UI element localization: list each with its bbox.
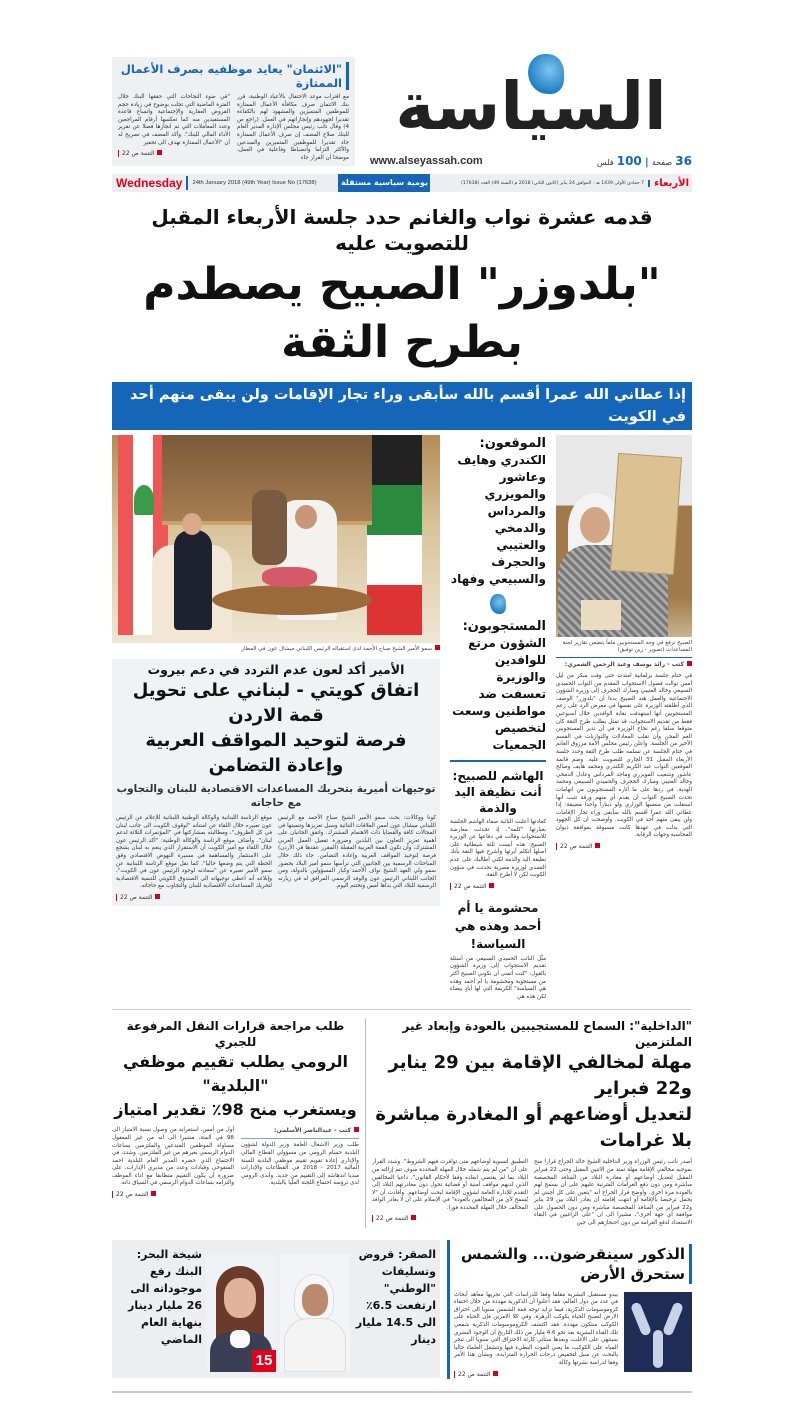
sabah-article-headline: محشومة يا أم أحمد وهذه هي السياسة!	[454, 900, 542, 951]
second-row	[112, 1018, 692, 1227]
promo-title: "الائتمان" يعايد موظفيه بصرف الأعمال الممتازة	[118, 62, 349, 90]
municipality-article	[112, 1018, 359, 1199]
science-article	[447, 1240, 692, 1379]
municipality-body-left: أول من أمس، استغرابه من وصول نسبة الامتياز الى 98 في المئة، مشيرا الى انه من غير المعقول مساواة الموظفين المبدعين والملتزمين بساعات الدوام الرسمي بغيرهم من غير الملتزمين. وشدد، في الاجتماع الذي حضره المدير العام للبلدية احمد المنفوحي وقيادات وعدد من مديري الإدارات، على ضرورة أن يكون التقييم متطابقا مع اداء الموظف والتزامه بساعات الدوام الرسمي في السياق ذاته.	[112, 1127, 234, 1187]
front-page	[112, 0, 692, 1413]
kuwait-lebanon-headline-2: فرصة لتوحيد المواقف العربية وإعادة التضامن	[145, 730, 407, 776]
page-ref-badge[interactable]: 15	[252, 1350, 276, 1372]
kuwait-lebanon-panel	[112, 659, 440, 906]
municipality-byline: كتب - عبدالناصر الأسلمي:	[241, 1127, 359, 1135]
kuwait-lebanon-headline-1: اتفاق كويتي - لبناني على تحويل قمة الاردن	[132, 680, 420, 726]
date-bar	[112, 174, 692, 192]
kuwait-lebanon-subheadline: توجيهات أميرية بتحريك المساعدات الاقتصادية للبنان والتجاوب مع حاجاته	[116, 783, 436, 809]
day-ar: الأربعاء	[654, 177, 689, 189]
residency-continued: التتمة ص 22	[372, 1214, 528, 1223]
bottom-box	[112, 1240, 692, 1379]
chromosome-icon	[630, 1301, 652, 1336]
signers-label: الموقعون:	[479, 436, 546, 451]
logo-text: السياسة	[395, 68, 667, 145]
lead-kicker: قدمه عشرة نواب والغانم حدد جلسة الأربعاء المقبل للتصويت عليه	[151, 205, 653, 255]
logo-mark-icon	[490, 594, 506, 614]
date-ar: 7 جمادى الأولى 1439 هـ - الموافق 24 يناير (كانون الثاني) 2018 م (السنة 49) العدد (17638)	[430, 180, 650, 187]
masthead	[112, 52, 692, 168]
pages-price: 36 صفحة | 100 فلس	[596, 154, 692, 168]
kuwait-lebanon-body-right: كونا ووكالات: بحث سمو الأمير الشيخ صباح الأحمد مع الرئيس اللبناني ميشال عون أمس العلاقات الثنائية وسبل تعزيزها وتنميتها في المجالات كافة والقضايا ذات الاهتمام المشترك. واتفق الجانبان على أهمية تعزيز التعاون بين البلدين وضرورة تفعيل العمل العربي المشترك، وأن تكون القمة العربية المقبلة (المقرر عقدها في الأردن) فرصة لتوحيد المواقف العربية وإعادة التضامن. جاء ذلك خلال المباحثات الرسمية بين الجانبين التي ترأسها سمو أمير البلاد بحضور سمو ولي العهد الشيخ نواف الأحمد وكبار المسؤولين بالدولة، ومن الجانب اللبناني الرئيس عون والوفد الرسمي المرافق له في زيارته الرسمية للبلاد التي بدأها أمس وتختتم اليوم.	[278, 815, 436, 890]
saqr-teaser: الصقر: قروض وتسليفات "الوطني" ارتفعت 6.5٪ الى 14.5 مليار دينار	[355, 1247, 436, 1346]
promo-box	[112, 57, 355, 166]
promo-body-right: مع اقتراب موعد الاحتفال بالأعياد الوطنية، قرر بنك الائتمان صرف مكافأة الأعمال الممتازة للموظفين المتميزين والمشهود لهم بالكفاءة تقديرا لجهودهم وإنجازاتهم في العمل. (راجع ص 4) وقال نائب رئيس مجلس الإدارة المدير العام للبنك صلاح المضف إن صرف الأعمال الممتازة جاء تقديرا للموظفين المتميزين والمبدعين والأكثر التزاما وانضباطا وفاعلية في العمل، موضحا أن القرار جاء	[237, 94, 349, 161]
lead-continued: التتمة ص 22	[556, 842, 692, 851]
sabah-article-body: مثّل النائب الحميدي السبيعي من أسئلة تقديم الاستجواب إلى وزيرة الشؤون بالقول: "كنت أتمنى أن تكوني الصبيح أكثر من مستجوبة ومحشومة يا أم أحمد وهذه هي السياسة" الكريمة التي لها أيادٍ بيضاء لكن هذه هي	[450, 955, 546, 1000]
sheikha-photo	[206, 1254, 276, 1372]
municipality-headline-1: الرومي يطلب تقييم موظفي "البلدية"	[122, 1052, 349, 1096]
kuwait-lebanon-body-left: موقع الرئاسة اللبنانية والوكالة الوطنية اللبنانية للإعلام عن الرئيس عون تعبيره خلال اللقاء عن امتنانه "لوقوف الكويت الى جانب لبنان في كل الظروف"، ومطالبته بمشاركتها في "المؤتمرات الثلاثة لدعم لبنان". وأضاف موقع الرئاسة والوكالة الوطنية: "أكد الرئيس عون خلال اللقاء مع أمير الكويت أن الاستقرار الذي ينعم به لبنان يشجع على الاستثمار والمساهمة في مسيرة النهوض الاقتصادي وفق الخطة التي يتم وضعها حاليا". كما نقل موقع الرئاسة اللبنانية عن سمو الأمير تعبيره عن "سعادته لوجود الرئيس عون في الكويت"، وإبلاغه أنه أعطى توجيهاته الى الصندوق الكويتي للتنمية الاقتصادية لتحريك المساعدات الاقتصادية للبنان والتجاوب مع حاجاته.	[116, 815, 272, 890]
residency-headline-1: مهلة لمخالفي الإقامة بين 29 يناير و22 فبراير	[388, 1052, 692, 1100]
website-url[interactable]: www.alseyassah.com	[370, 155, 483, 167]
kuwait-lebanon-kicker: الأمير أكد لعون عدم التردد في دعم بيروت	[147, 662, 405, 677]
amir-photo-caption: سمو الأمير الشيخ صباح الأحمد لدى استقباله الرئيس اللبناني ميشال عون في المطار	[112, 645, 440, 653]
tagline: يومية سياسية مستقلة	[338, 174, 430, 192]
lead-banner: إذا عطاني الله عمرا أقسم بالله سأبقى وراء تجار الإقامات ولن يبقى منهم أحد في الكويت	[112, 382, 692, 430]
kuwait-lebanon-continued: التتمة ص 22	[116, 893, 272, 902]
municipality-continued: التتمة ص 22	[112, 1190, 234, 1199]
science-body: يبدو مستقبل البشرية مقلقا وفقا للدراسات التي تجريها معاهد أبحاث في عدد من دول العالم، فقد اعلنوا أن الذكورية مهددة من خلال اختفاء كروموسومات الذكرية، فيما تزايد توجه قمة الشمس سنويا الى احتراق الارض لتصبح الحياة بكوكب الزهرة، وفي كلا الامرين فإن الحياة على الكوكب ستكون مهددة. فقد اكتشف الكروموسومات الذكرية شمعي تلك الفناء البشرية بعد نحو 4.6 مليار من ذلك التاريخ أن الوجود البشري سينتهي على الأغلب، وبعدها ستأتي كارثة الاحتراق التي سنويا الى تبخر المياه على الكوكب، ما يعني الموت البطيء فيها وتنشغل العلماء حاليا بالبحث عن سبل لتخفيض درجات الحرارة المتزايدة. وبشأن هذا الأمر وفقا لدراسة نشرتها وكالة	[454, 1291, 618, 1366]
saqr-photo	[280, 1254, 350, 1372]
logo	[370, 52, 692, 152]
bottom-teaser-panel	[112, 1240, 440, 1378]
date-en: 24th January 2018 (49th Year) Issue No (17638)	[192, 180, 317, 186]
lead-headline: "بلدوزر" الصبيح يصطدم بطرح الثقة	[143, 259, 661, 368]
municipality-headline-2: ويستغرب منح 98٪ تقدير امتياز	[114, 1100, 357, 1120]
signers-column	[450, 435, 546, 1001]
municipality-body-right: طلب وزير الاشغال العامة وزير الدولة لشؤون البلدية حسام الرومي من مسؤولي القطاع المالي والإداري إعادة تقويم تقييم موظفي البلدية للسنة المالية 2017 - 2018 في القطاعات والإدارات مبديا اندهاشه إلى التقييم من جديد. وأبدى الرومي لدى ترؤسه اجتماع اللجنة العليا بالبلدية.	[241, 1142, 360, 1187]
residency-headline-2: لتعديل أوضاعهم أو المغادرة مباشرة بلا غرامات	[375, 1104, 692, 1152]
lead-section	[112, 435, 692, 1001]
sabeeh-photo-caption: الصبيح ترفع في وجه المستجوبين ملفاً يتضمن تقارير لجنة المساعدات (تصوير - زين توفيق)	[562, 640, 692, 653]
residency-body-right: أصدر نائب رئيس الوزراء وزير الداخلية الشيخ خالد الجراح قرارا منح بموجبه مخالفي الإقامة مهلة تمتد من الاثنين المقبل وحتى 22 فبراير المقبل لتعديل أوضاعهم أو مغادرة البلاد من المنافذ المخصصة مباشرة ومن دون دفع الغرامات المترتبة عليهم على أن يسمح لهم بالعودة مرة أخرى. وأوضح قرار الجراح أنه "يتعين على كل أجنبي لم يحمل ترخيصا بالإقامة أو انتهت إقامته أن يغادر البلاد بين 29 يناير و22 فبراير من المنافذ المخصصة مباشرة ومن دون الحصول على موافقة أي جهة أخرى"، مشيرا الى ان "على الراغبين في البقاء الاستعداد لدفع الغرامة من دون احتجازهم الى حين	[534, 1159, 693, 1227]
sheikha-teaser: شيخة البحر: البنك رفع موجوداته الى 26 مليار دينار بنهاية العام الماضي	[128, 1247, 202, 1346]
residency-article	[372, 1018, 692, 1227]
chromosome-image	[624, 1292, 692, 1372]
amir-aoun-photo	[112, 435, 440, 643]
promo-body-left: "في ضوء النجاحات التي حققها البنك خلال الفترة الماضية التي تجلت بوضوح في زيادة حجم القروض العقارية والإجتماعية واتساع قاعدة المستفيدين منه كما تعكسها أرقام المراجعين وعدد المعاملات التي تم انجازها فضلا عن تقرير الأداء المالي للبنك". وأكد المضف في تصريح له أن "الأعمال الممتازة تهدف الى تحفيز	[118, 94, 230, 146]
logo-area	[370, 52, 692, 168]
residency-body-left: التطبيق لتسوية أوضاعهم متى توافرت فيهم الشروط". وشدد القرار على أن "من لم يتم شمله خلال المهلة المحددة سوف تتم إزالته من البلاد بما لم يقتضي ابعاده وفقا لأحكام القانون"، داعيا المخالفين الذين لديهم مواقف أمنية أو قضائية تحول دون مغادرتهم البلاد إلى التقدم للإدارة العامة لشؤون الإقامة لبحث أوضاعهم. وأفادت أن "لا يُسمح لأي من المخالفين بالعودة" في الإسلام على أن لا يغادر الوافد المخالف خلال المهلة المحددة فورا.	[372, 1159, 528, 1211]
lead-byline: كتب - رائد يوسف وعبد الرحمن الشمري:	[556, 661, 692, 669]
promo-continued: التتمة ص 22	[118, 149, 230, 158]
science-headline: الذكور سينقرضون... والشمس ستحرق الأرض	[454, 1244, 692, 1284]
lead-body: في ختام جلسة برلمانية امتدت حتى وقت مبكر من ليل أمس توالت فصول الاستجواب المقدم من النواب الحميدي السبيعي وخالد العتيبي ومبارك الحجرف إلى وزيرة الشؤون الاجتماعية والعمل هند الصبيح بدءا أن "بلدوزر" الوصف الذي أطلقته الوزيرة على نفسها في معرض الرد على زعم المستجوبين أنها استهدفت نقابة الوافدين خلال أسبوعين فقط من تقديم الاستجواب، قد تمثل بطلب طرح الثقة كان متوقعا سلفا رغم نجاح الوزيرة في أن تدير المستجوبين الغم المجن وأن تقلب المعادلات والتوازنات في القسم الأخير من الجلسة. وأعلن رئيس مجلس الأمة مرزوق الغانم في ختام الجلسة عن تسلمه طلب طرح الثقة وحدد جلسة الأربعاء المقبل 31 الجاري للتصويت عليه. وضم قائمة الموقعين النواب عبد الكريم الكندري ومحمد هايف وصالح عاشور وشعيب المويزري وماجد المرداس وعادل الدمخي وخالد العتيبي ومبارك الحجرف والحميدي السبيعي ومحمد الهدية. في ردها على ما أثاره المستجوبون من اتهامات تحدت الصبيح النواب أن يقدم أي منهم ورقة تثبت أنها استغلت من منصبها الوزاري ولو دينارا واحدا مضيفة: إذا عطاني الله عمرا أقسم بالله سأبقى وراء تجار الإقامات ولن يبقى منهم أحد في الكويت. وأوضحت أن كل الجهود التي بذلت في عهدها كانت مسبوقة بموافقة ديوان المحاسبة وجهات الرقابة.	[556, 673, 692, 839]
science-continued: التتمة ص 22	[454, 1370, 618, 1379]
respondents-label: المستجوبون:	[462, 619, 546, 634]
municipality-kicker: طلب مراجعة قرارات النقل المرفوعة للجبري	[126, 1019, 345, 1050]
respondents-text: الشؤون مرتع للوافدين والوزيرة تعسفت ضد مواطنين وسعت لتخصيص الجمعيات	[452, 636, 546, 752]
hashem-body: كعادتها أعلنت النائبة صفاء الهاشم الجلسة بعبارتها "كلمة"، إذ تحدثت معارضة للاستجواب وقالت في دفاعها عن الوزيرة الصبيح: هذه أيست ثلثة شيطانية على أصلها أتكلم أبرئها وأشرح فيها الثقة بأنك نظيفة اليد والذمة لكني أطالبك على عدم التصدي لوزيرة مصرية تحدثت في شؤون الكويت لكن لا أطرح الثقة.	[450, 819, 546, 879]
day-en: Wednesday	[112, 176, 188, 190]
residency-kicker: "الداخلية": السماح للمستجيبين بالعودة وإبعاد غير الملتزمين	[402, 1019, 692, 1050]
hashem-headline: الهاشم للصبيح: أنت نظيفة اليد والذمة	[452, 769, 544, 815]
sabeeh-photo	[556, 435, 692, 637]
hashem-continued: التتمة ص 22	[450, 882, 546, 891]
signers-names: الكندري وهايف وعاشور والمويزري والمرداس والدمخي والعتيبي والحجرف والسبيعي وفهاد	[450, 453, 546, 586]
